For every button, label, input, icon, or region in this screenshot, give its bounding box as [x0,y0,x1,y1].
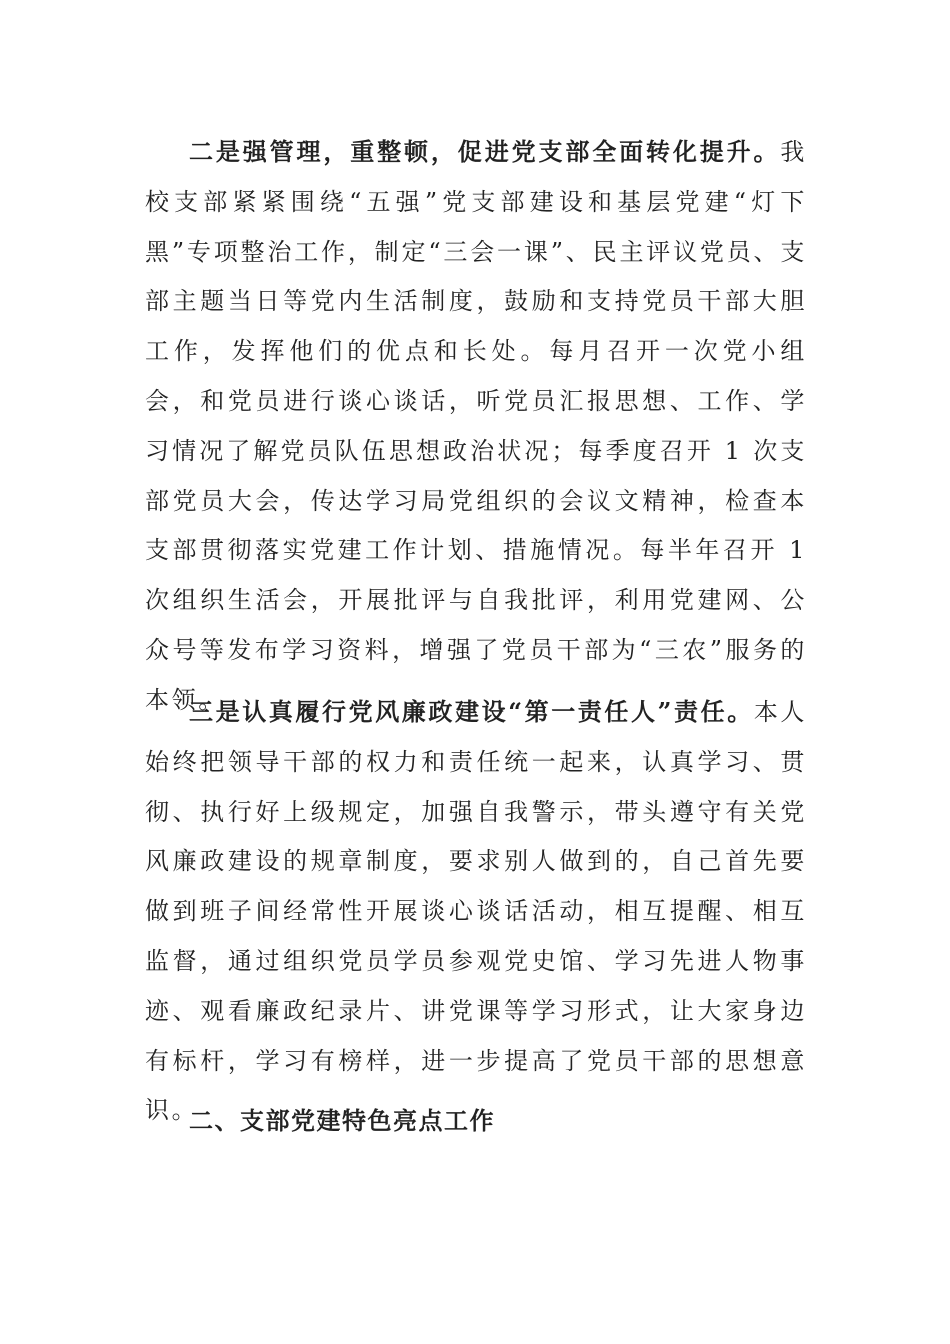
paragraph-lead: 二是强管理，重整顿，促进党支部全面转化提升。 [189,137,781,166]
document-page [145,0,807,1344]
section-heading: 二、支部党建特色亮点工作 [189,1107,495,1135]
paragraph-strengthen-management [145,127,807,726]
paragraph-body: 我校支部紧紧围绕“五强”党支部建设和基层党建“灯下黑”专项整治工作，制定“三会一课”、民主评议党员、支部主题当日等党内生活制度，鼓励和支持党员干部大胆工作，发挥他们的优点和长处。每月召开一次党小组会，和党员进行谈心谈话，听党员汇报思想、工作、学习情况了解党员队伍思想政治状况；每季度召开 1 次支部党员大会，传达学习局党组织的会议文精神，检查本支部贯彻落实党建工作计划、措施情况。每半年召开 1 次组织生活会，开展批评与自我批评，利用党建网、公众号等发布学习资料，增强了党员干部为“三农”服务的本领。 [145,138,807,714]
paragraph-lead: 三是认真履行党风廉政建设“第一责任人”责任。 [189,697,754,726]
paragraph-body: 本人始终把领导干部的权力和责任统一起来，认真学习、贯彻、执行好上级规定，加强自我警示，带头遵守有关党风廉政建设的规章制度，要求别人做到的，自己首先要做到班子间经常性开展谈心谈话活动，相互提醒、相互监督，通过组织党员学员参观党史馆、学习先进人物事迹、观看廉政纪录片、讲党课等学习形式，让大家身边有标杆，学习有榜样，进一步提高了党员干部的思想意识。 [145,698,808,1125]
paragraph-integrity-responsibility [145,687,807,1136]
